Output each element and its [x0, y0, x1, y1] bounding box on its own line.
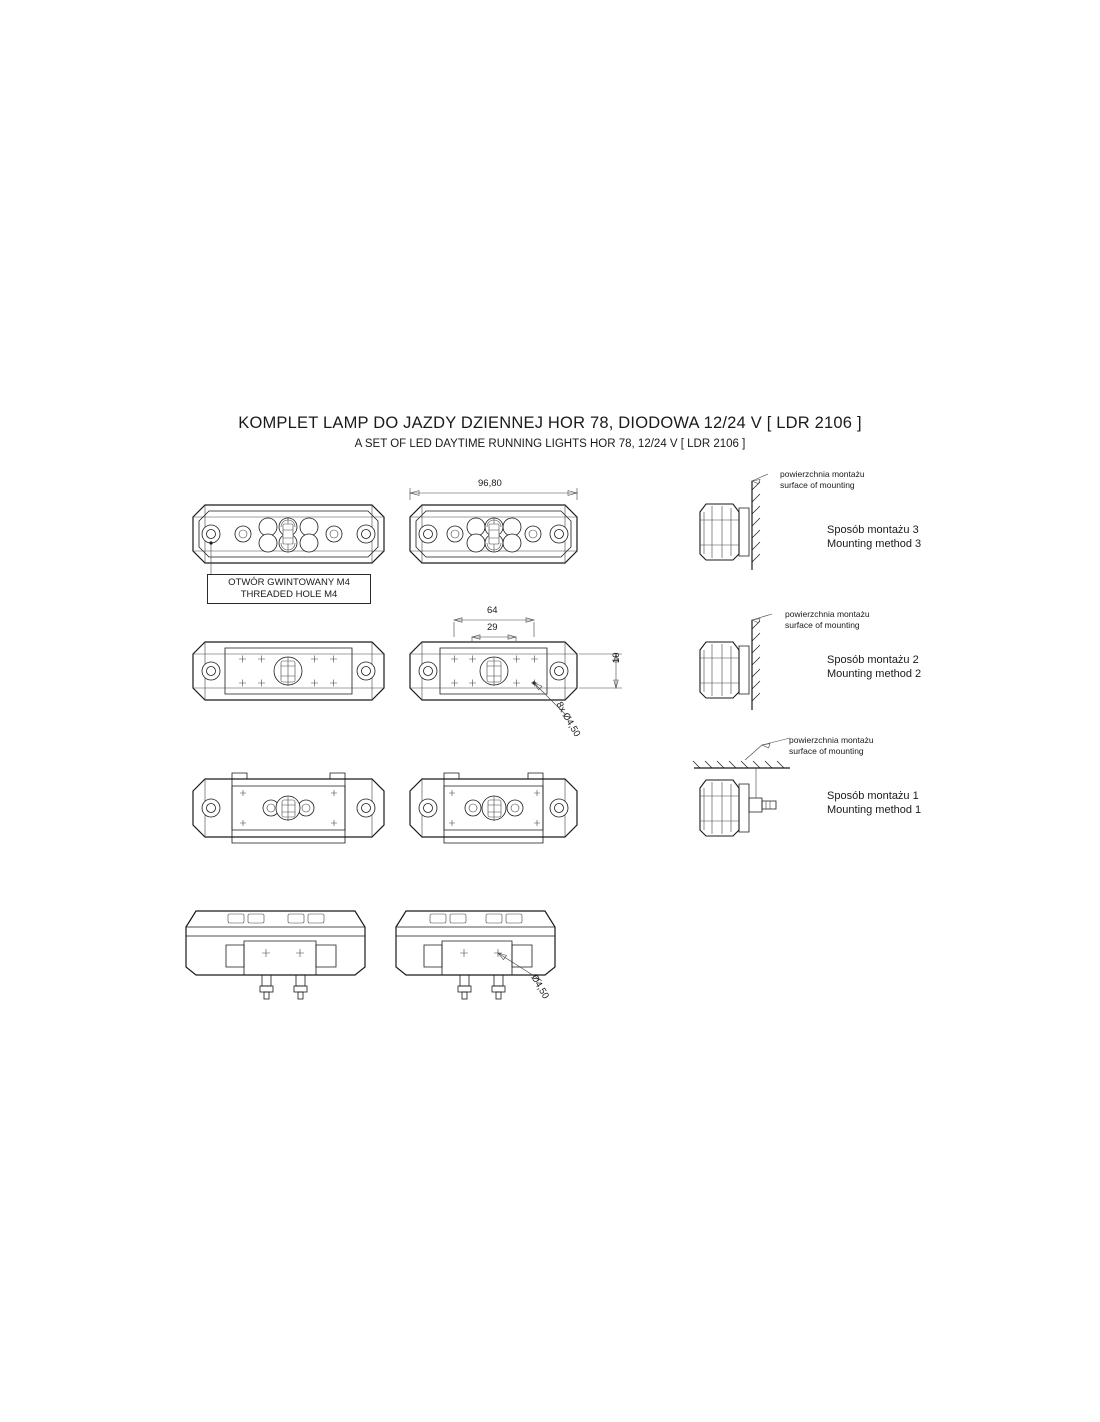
- mounting-surface-1-pl: powierzchnia montażu: [789, 735, 874, 745]
- mounting-method-2-en: Mounting method 2: [827, 668, 922, 680]
- mounting-method-1-en: Mounting method 1: [827, 804, 922, 816]
- mounting-method-3-pl: Sposób montażu 3: [827, 524, 919, 536]
- mounting-surface-2-pl: powierzchnia montażu: [785, 609, 870, 619]
- lamp-front-view-left: [193, 505, 384, 578]
- page-title: KOMPLET LAMP DO JAZDY DZIENNEJ HOR 78, DIODOWA 12/24 V [ LDR 2106 ]: [238, 414, 862, 432]
- dimension-holes-note: 8x Ø4,50: [553, 700, 583, 739]
- dimension-hole-span-outer: 64: [487, 605, 498, 616]
- lamp-back-view-right: [410, 618, 622, 715]
- mounting-surface-3-en: surface of mounting: [780, 480, 855, 490]
- lamp-back-view-left: [193, 642, 384, 700]
- lamp-bracket-view-right: [410, 773, 577, 843]
- mounting-method-1-pl: Sposób montażu 1: [827, 790, 919, 802]
- mounting-surface-2-en: surface of mounting: [785, 620, 860, 630]
- mounting-method-2-pl: Sposób montażu 2: [827, 654, 919, 666]
- page-subtitle: A SET OF LED DAYTIME RUNNING LIGHTS HOR 78, 12/24 V [ LDR 2106 ]: [354, 438, 746, 450]
- threaded-hole-callout: [207, 574, 371, 604]
- dimension-height-side: 10: [611, 652, 622, 663]
- dimension-width-overall: 96,80: [478, 478, 502, 489]
- mounting-method-3-view: [700, 474, 768, 570]
- mounting-surface-3-pl: powierzchnia montażu: [780, 469, 865, 479]
- mounting-method-1-view: [693, 738, 790, 836]
- dimension-hole-bottom: Ø4,50: [528, 973, 551, 1001]
- mounting-method-2-view: [700, 614, 772, 710]
- mounting-method-3-en: Mounting method 3: [827, 538, 922, 550]
- threaded-hole-label-en: THREADED HOLE M4: [240, 589, 338, 600]
- lamp-front-view-right: [410, 488, 577, 563]
- lamp-bottom-view-left: [186, 911, 365, 999]
- dimension-hole-span-inner: 29: [487, 622, 498, 633]
- mounting-surface-1-en: surface of mounting: [789, 746, 864, 756]
- threaded-hole-label-pl: OTWÓR GWINTOWANY M4: [228, 577, 350, 588]
- lamp-bracket-view-left: [193, 773, 384, 843]
